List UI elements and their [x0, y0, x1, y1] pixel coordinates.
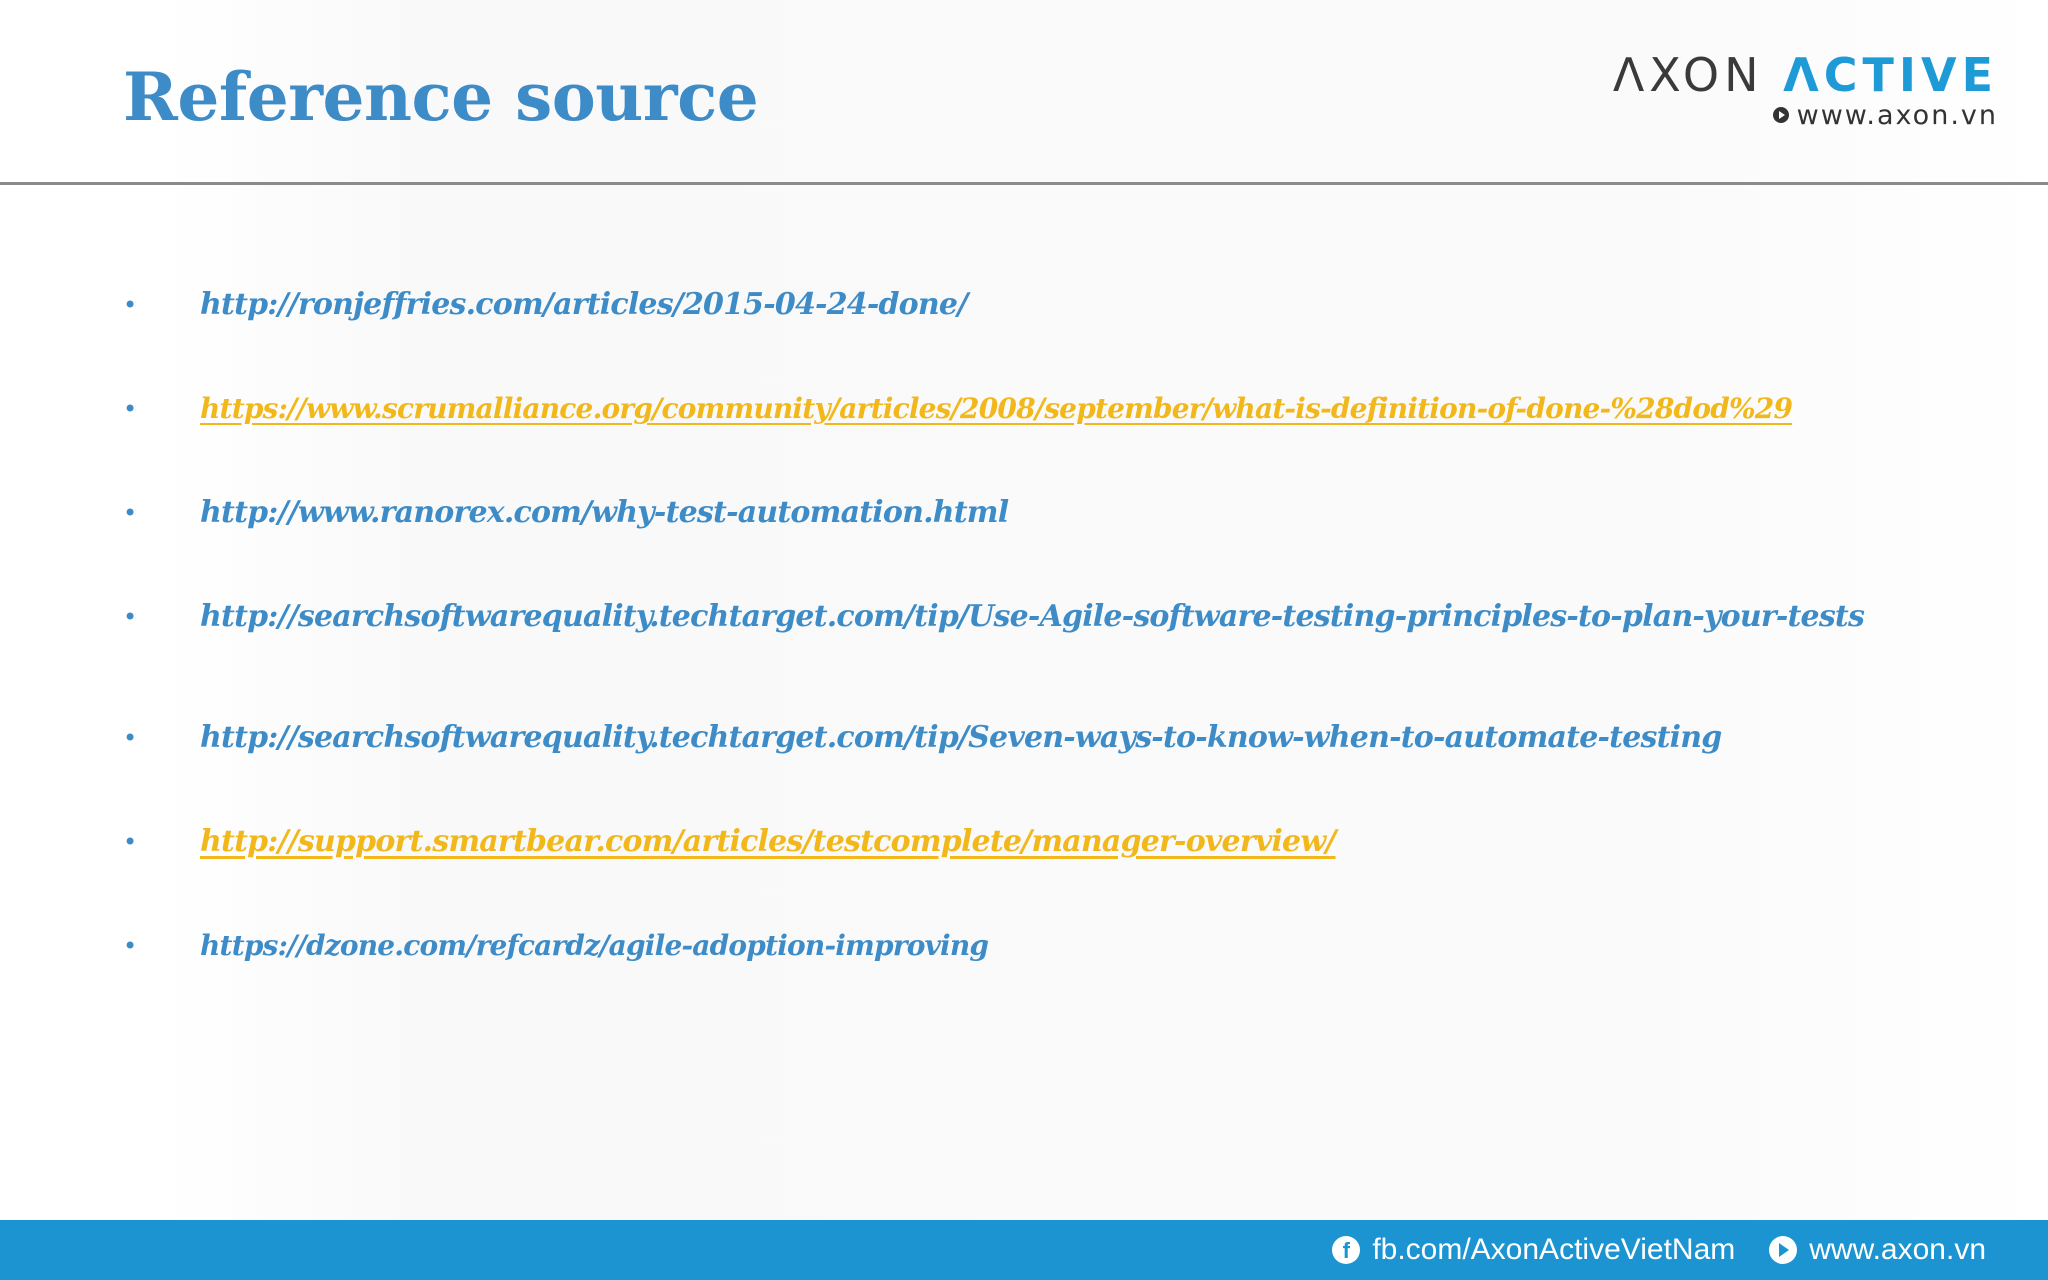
footer-bar	[0, 1220, 2048, 1280]
page-title: Reference source	[123, 58, 759, 136]
arrow-right-icon	[1773, 107, 1789, 123]
reference-link[interactable]: http://searchsoftwarequality.techtarget.com/tip/Seven-ways-to-know-when-to-automate-testing	[200, 720, 1722, 755]
reference-link[interactable]: http://www.ranorex.com/why-test-automation.html	[200, 495, 1009, 530]
list-item	[120, 275, 1940, 335]
footer-facebook-link[interactable]: fb.com/AxonActiveVietNam	[1372, 1233, 1736, 1266]
bullet-icon: •	[123, 499, 138, 527]
list-item	[120, 812, 1940, 872]
logo-wordmark	[1613, 50, 1998, 100]
footer-links	[1332, 1220, 1986, 1280]
footer-website-link[interactable]: www.axon.vn	[1809, 1233, 1986, 1266]
bullet-icon: •	[123, 932, 138, 960]
bullet-icon: •	[123, 828, 138, 856]
logo-axon: ΛXON	[1612, 48, 1764, 102]
bullet-icon: •	[123, 724, 138, 752]
list-item	[120, 587, 1940, 664]
bullet-icon: •	[123, 603, 138, 631]
reference-link[interactable]: http://searchsoftwarequality.techtarget.com/tip/Use-Agile-software-testing-principles-to-plan-your-tests	[200, 599, 1865, 634]
logo-url	[1613, 100, 1998, 131]
logo-url-text: www.axon.vn	[1796, 100, 1998, 131]
header-divider	[0, 182, 2048, 185]
reference-link[interactable]: https://www.scrumalliance.org/community/articles/2008/september/what-is-definition-of-done-%28dod%29	[200, 392, 1793, 425]
company-logo	[1613, 50, 1998, 131]
bullet-icon: •	[123, 291, 138, 319]
reference-link[interactable]: https://dzone.com/refcardz/agile-adoption-improving	[200, 929, 989, 962]
reference-link[interactable]: http://support.smartbear.com/articles/testcomplete/manager-overview/	[200, 824, 1336, 859]
web-arrow-icon	[1769, 1236, 1797, 1264]
list-item	[120, 483, 1940, 543]
reference-link[interactable]: http://ronjeffries.com/articles/2015-04-24-done/	[200, 287, 968, 322]
logo-active: ΛCTIVE	[1783, 48, 1998, 102]
facebook-icon: f	[1332, 1236, 1360, 1264]
list-item	[120, 916, 1940, 976]
reference-list	[120, 275, 1940, 1020]
bullet-icon: •	[123, 395, 138, 423]
list-item	[120, 708, 1940, 768]
list-item	[120, 379, 1940, 439]
